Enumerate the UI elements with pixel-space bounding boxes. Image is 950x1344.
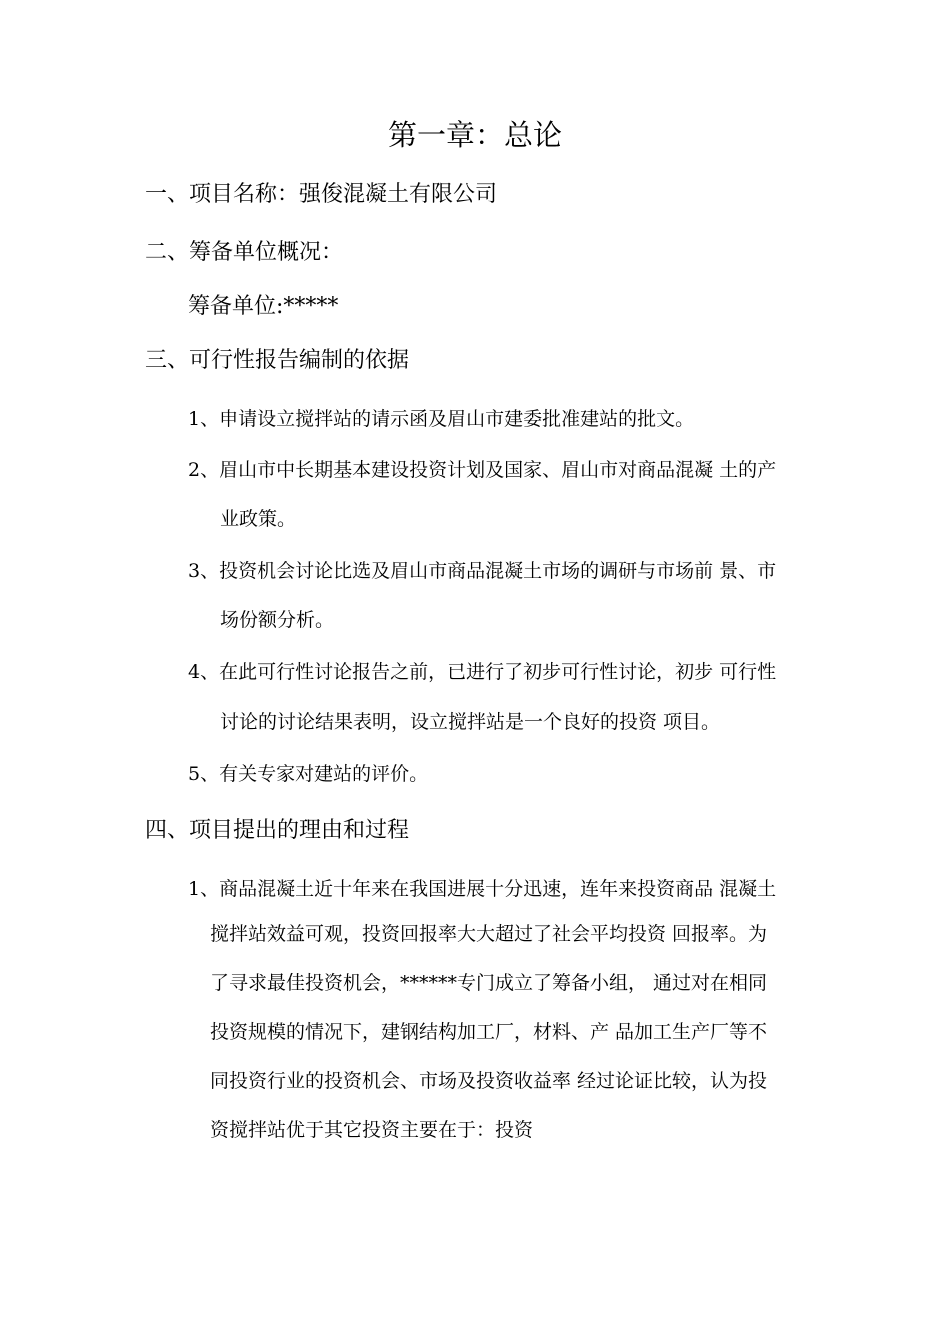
reason-line: 同投资行业的投资机会、市场及投资收益率 经过论证比较，认为投 [210,1070,768,1092]
reason-line: 搅拌站效益可观，投资回报率大大超过了社会平均投资 回报率。为 [210,923,768,945]
basis-item-4-cont: 讨论的讨论结果表明，设立搅拌站是一个良好的投资 项目。 [220,711,721,733]
section-organizer-overview: 二、筹备单位概况： [145,240,344,265]
reason-line: 资搅拌站优于其它投资主要在于：投资 [210,1119,534,1141]
basis-item-3-cont: 场份额分析。 [220,609,335,631]
basis-item-4: 4、在此可行性讨论报告之前，已进行了初步可行性讨论，初步 可行性 [188,661,777,683]
basis-item-2: 2、眉山市中长期基本建设投资计划及国家、眉山市对商品混凝 土的产 [188,459,777,481]
section-reasons-process: 四、项目提出的理由和过程 [145,818,410,843]
reason-line: 投资规模的情况下，建钢结构加工厂，材料、产 品加工生产厂等不 [210,1021,768,1043]
basis-item-1: 1、申请设立搅拌站的请示函及眉山市建委批准建站的批文。 [188,408,695,430]
page-title: 第一章：总论 [387,118,562,152]
reason-item-1: 1、商品混凝土近十年来在我国进展十分迅速，连年来投资商品 混凝土 [188,878,777,900]
reason-line: 了寻求最佳投资机会，******专门成立了筹备小组， 通过对在相同 [210,972,768,994]
reason-item-1-body [210,910,820,1155]
basis-item-5: 5、有关专家对建站的评价。 [188,763,429,785]
basis-item-3: 3、投资机会讨论比选及眉山市商品混凝土市场的调研与市场前 景、市 [188,560,777,582]
section-report-basis: 三、可行性报告编制的依据 [145,348,410,373]
section-project-name: 一、项目名称：强俊混凝土有限公司 [145,182,498,207]
basis-item-2-cont: 业政策。 [220,508,297,530]
organizer-unit: 筹备单位:***** [188,294,339,319]
